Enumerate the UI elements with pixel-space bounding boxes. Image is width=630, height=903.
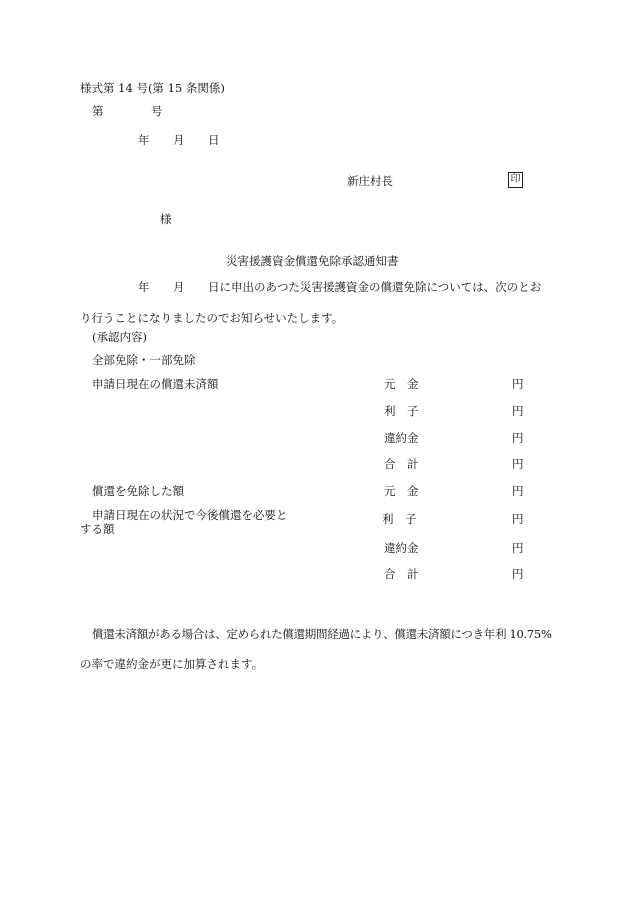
form-number: 様式第 14 号(第 15 条関係) xyxy=(80,81,225,95)
section-label-outstanding: 申請日現在の償還未済額 xyxy=(92,377,219,391)
row-unit: 円 xyxy=(512,377,524,391)
body-line-2: り行うことになりましたのでお知らせいたします。 xyxy=(80,311,344,325)
row-item: 合 計 xyxy=(384,567,419,581)
body-line-1: 日に申出のあつた災害援護資金の償還免除については、次のとお xyxy=(208,280,542,294)
row-item: 利 子 xyxy=(384,404,419,418)
page-title: 災害援護資金償還免除承認通知書 xyxy=(226,254,399,268)
note-line-2: の率で違約金が更に加算されます。 xyxy=(80,657,264,671)
document-number-suffix: 号 xyxy=(151,104,163,118)
section-label-required-line-1: 申請日現在の状況で今後償還を必要と xyxy=(92,508,288,522)
body-month: 月 xyxy=(173,280,185,294)
row-unit: 円 xyxy=(512,567,524,581)
date-month: 月 xyxy=(173,133,185,147)
row-item: 違約金 xyxy=(384,541,419,555)
note-line-1: 償還未済額がある場合は、定められた償還期間経過により、償還未済額につき年利 10.75% xyxy=(92,627,552,641)
seal-mark: 印 xyxy=(508,172,523,188)
document-number-prefix: 第 xyxy=(92,104,104,118)
date-year: 年 xyxy=(138,133,150,147)
row-item: 元 金 xyxy=(384,484,419,498)
section-label-exempted: 償還を免除した額 xyxy=(92,484,184,498)
approval-label: (承認内容) xyxy=(92,330,147,344)
row-unit: 円 xyxy=(512,431,524,445)
body-year: 年 xyxy=(138,280,150,294)
row-unit: 円 xyxy=(512,484,524,498)
row-unit: 円 xyxy=(512,457,524,471)
row-unit: 円 xyxy=(512,404,524,418)
row-item: 利 子 xyxy=(382,512,417,526)
exemption-type: 全部免除・一部免除 xyxy=(92,353,196,367)
issuer-title: 新庄村長 xyxy=(347,174,393,188)
row-item: 合 計 xyxy=(384,457,419,471)
addressee-suffix: 様 xyxy=(160,212,172,226)
row-item: 違約金 xyxy=(384,431,419,445)
row-unit: 円 xyxy=(512,512,524,526)
section-label-required-line-2: する額 xyxy=(80,522,115,536)
row-unit: 円 xyxy=(512,541,524,555)
date-day: 日 xyxy=(208,133,220,147)
row-item: 元 金 xyxy=(384,377,419,391)
